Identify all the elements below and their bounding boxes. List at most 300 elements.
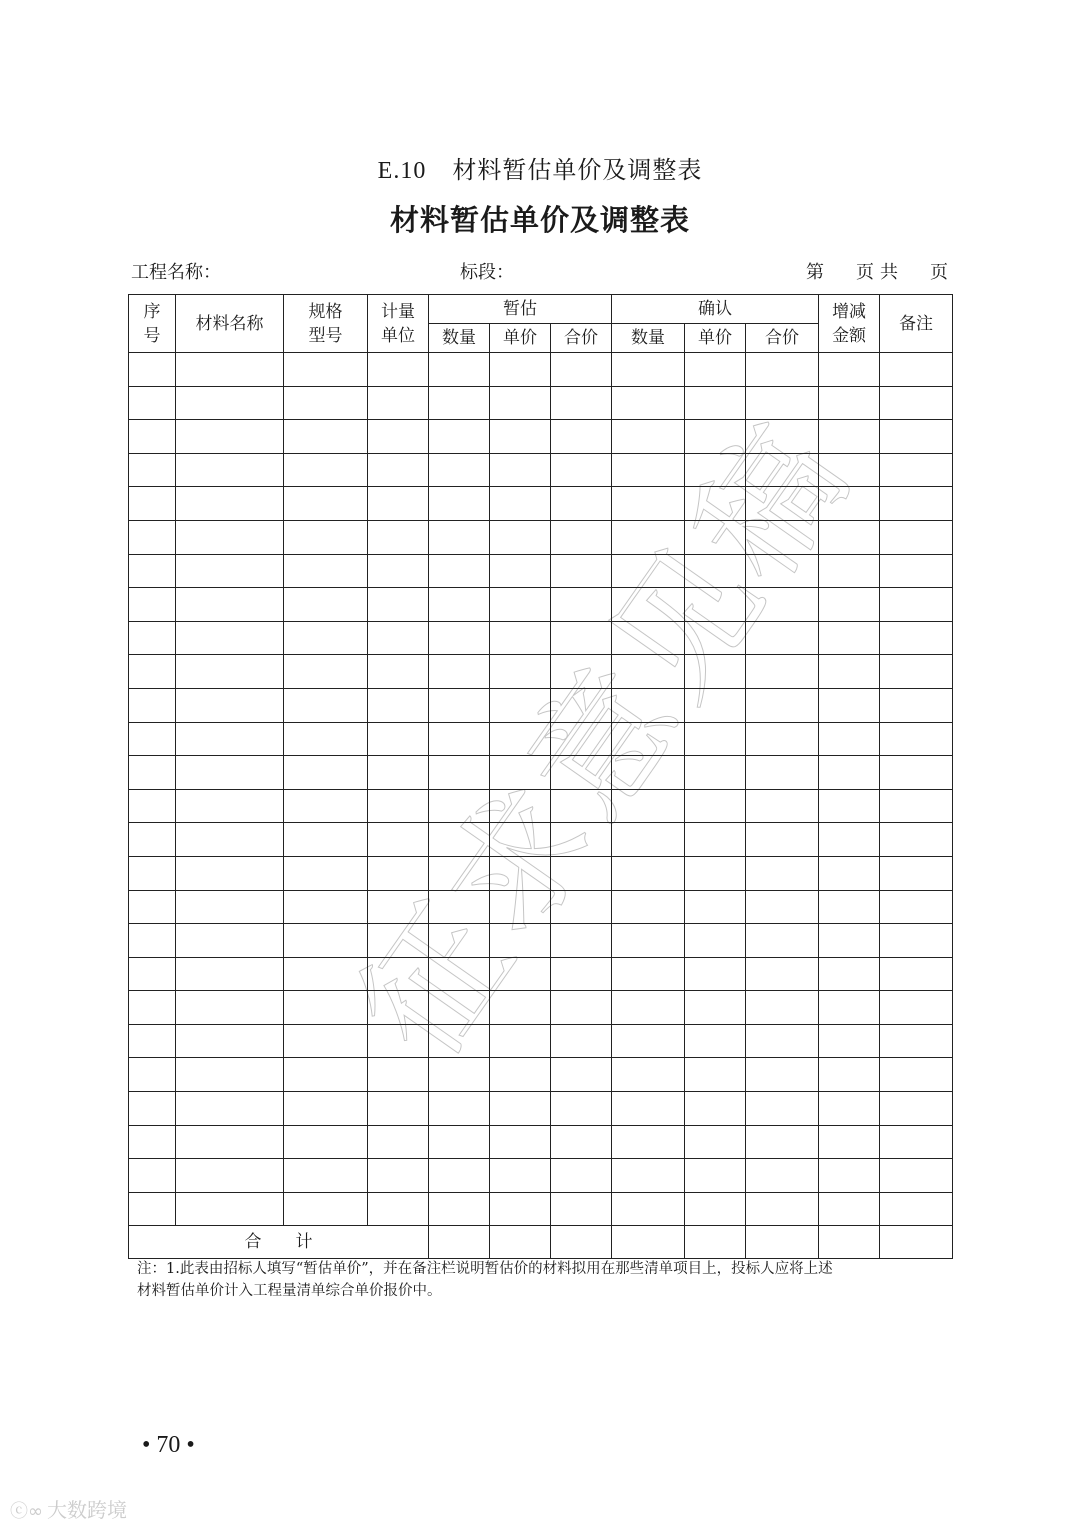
table-cell <box>284 655 368 689</box>
table-cell <box>368 890 429 924</box>
table-cell <box>129 1058 176 1092</box>
table-cell <box>551 890 612 924</box>
table-cell <box>129 554 176 588</box>
table-row <box>129 890 953 924</box>
table-cell <box>129 487 176 521</box>
table-row <box>129 520 953 554</box>
table-cell <box>746 991 819 1025</box>
table-cell <box>368 1024 429 1058</box>
table-cell <box>490 991 551 1025</box>
table-row <box>129 1092 953 1126</box>
table-cell <box>490 1125 551 1159</box>
table-cell <box>129 991 176 1025</box>
table-cell <box>746 1092 819 1126</box>
table-cell <box>368 924 429 958</box>
table-cell <box>176 756 284 790</box>
table-cell <box>551 1024 612 1058</box>
page-number: • 70 • <box>142 1432 195 1458</box>
table-cell <box>746 1125 819 1159</box>
table-cell <box>176 1024 284 1058</box>
table-cell <box>551 789 612 823</box>
table-cell <box>429 924 490 958</box>
table-cell <box>551 453 612 487</box>
table-cell <box>819 621 880 655</box>
page-ye-1: 页 <box>856 262 874 283</box>
table-cell <box>129 655 176 689</box>
table-cell <box>551 420 612 454</box>
table-cell <box>685 1024 746 1058</box>
table-cell <box>129 688 176 722</box>
table-row <box>129 1159 953 1193</box>
table-cell <box>129 453 176 487</box>
table-cell <box>819 1092 880 1126</box>
table-cell <box>129 353 176 387</box>
table-cell <box>819 420 880 454</box>
section-heading <box>0 150 1080 185</box>
table-cell <box>551 487 612 521</box>
table-cell <box>880 588 953 622</box>
table-cell <box>284 789 368 823</box>
table-cell <box>176 453 284 487</box>
table-cell <box>129 756 176 790</box>
table-cell <box>176 1092 284 1126</box>
table-cell <box>612 487 685 521</box>
table-cell <box>490 1192 551 1226</box>
table-cell <box>819 1024 880 1058</box>
table-cell <box>819 1125 880 1159</box>
table-row <box>129 386 953 420</box>
table-cell <box>368 856 429 890</box>
table-cell <box>368 1058 429 1092</box>
table-row <box>129 453 953 487</box>
table-cell <box>429 856 490 890</box>
table-cell <box>819 1159 880 1193</box>
table-cell <box>429 1192 490 1226</box>
table-cell <box>612 1024 685 1058</box>
table-cell <box>284 756 368 790</box>
table-cell <box>685 588 746 622</box>
table-cell <box>880 924 953 958</box>
table-cell <box>819 554 880 588</box>
table-cell <box>490 588 551 622</box>
table-cell <box>819 487 880 521</box>
table-cell <box>176 520 284 554</box>
section-title: 材料暂估单价及调整表 <box>452 156 703 184</box>
table-cell <box>551 991 612 1025</box>
table-cell <box>368 1159 429 1193</box>
table-cell <box>490 520 551 554</box>
table-cell <box>176 487 284 521</box>
table-cell <box>685 890 746 924</box>
total-row <box>129 1226 953 1259</box>
table-cell <box>880 487 953 521</box>
table-cell <box>429 1125 490 1159</box>
table-cell <box>129 1125 176 1159</box>
table-cell <box>368 621 429 655</box>
table-cell <box>490 823 551 857</box>
table-cell <box>490 856 551 890</box>
table-cell <box>880 520 953 554</box>
table-cell <box>880 991 953 1025</box>
table-cell <box>551 756 612 790</box>
table-cell <box>284 924 368 958</box>
table-cell <box>129 856 176 890</box>
table-cell <box>551 520 612 554</box>
table-cell <box>284 856 368 890</box>
table-row <box>129 487 953 521</box>
header-est-unit-price: 单价 <box>490 324 551 353</box>
table-cell <box>685 688 746 722</box>
table-cell <box>129 924 176 958</box>
table-cell <box>612 722 685 756</box>
table-cell <box>129 520 176 554</box>
table-cell <box>685 1226 746 1259</box>
table-cell <box>176 1192 284 1226</box>
table-cell <box>880 856 953 890</box>
table-cell <box>490 453 551 487</box>
table-cell <box>176 823 284 857</box>
table-cell <box>746 957 819 991</box>
table-row <box>129 1125 953 1159</box>
table-row <box>129 756 953 790</box>
table-cell <box>685 1092 746 1126</box>
table-cell <box>685 722 746 756</box>
table-cell <box>368 554 429 588</box>
table-cell <box>746 1159 819 1193</box>
table-cell <box>176 991 284 1025</box>
table-cell <box>284 688 368 722</box>
page-count-label <box>806 258 948 284</box>
table-cell <box>490 722 551 756</box>
table-cell <box>368 386 429 420</box>
table-row <box>129 1192 953 1226</box>
project-name-label: 工程名称： <box>131 262 221 283</box>
section-label: 标段： <box>460 262 514 283</box>
table-title: 材料暂估单价及调整表 <box>389 203 690 237</box>
table-row <box>129 1024 953 1058</box>
table-cell <box>819 789 880 823</box>
table-cell <box>368 655 429 689</box>
header-unit: 计量 单位 <box>368 295 429 353</box>
table-body <box>129 353 953 1259</box>
table-cell <box>746 688 819 722</box>
table-cell <box>176 420 284 454</box>
table-cell <box>490 924 551 958</box>
table-cell <box>176 353 284 387</box>
table-cell <box>612 621 685 655</box>
table-cell <box>284 823 368 857</box>
table-row <box>129 789 953 823</box>
table-cell <box>176 924 284 958</box>
table-cell <box>819 688 880 722</box>
table-cell <box>551 722 612 756</box>
table-row <box>129 957 953 991</box>
header-est-total-price: 合价 <box>551 324 612 353</box>
table-cell <box>685 487 746 521</box>
header-diff-amount: 增减 金额 <box>819 295 880 353</box>
table-cell <box>129 1024 176 1058</box>
table-cell <box>284 420 368 454</box>
table-cell <box>284 386 368 420</box>
table-cell <box>429 1159 490 1193</box>
table-cell <box>880 756 953 790</box>
table-cell <box>685 823 746 857</box>
table-cell <box>551 353 612 387</box>
table-cell <box>612 1125 685 1159</box>
table-cell <box>429 588 490 622</box>
table-cell <box>490 756 551 790</box>
table-cell <box>429 386 490 420</box>
table-cell <box>746 420 819 454</box>
table-cell <box>368 453 429 487</box>
note-line-1: 注：1.此表由招标人填写“暂估单价”，并在备注栏说明暂估价的材料拟用在那些清单项目上，投标人应将上述 <box>137 1261 833 1277</box>
table-cell <box>551 1125 612 1159</box>
table-cell <box>284 722 368 756</box>
table-cell <box>746 588 819 622</box>
table-cell <box>284 957 368 991</box>
table-cell <box>368 588 429 622</box>
section-number: E.10 <box>377 158 427 184</box>
table-cell <box>880 957 953 991</box>
table-cell <box>368 991 429 1025</box>
table-cell <box>746 823 819 857</box>
table-cell <box>819 756 880 790</box>
table-cell <box>685 1192 746 1226</box>
table-cell <box>490 420 551 454</box>
table-cell <box>176 688 284 722</box>
table-row <box>129 353 953 387</box>
table-cell <box>746 756 819 790</box>
table-cell <box>129 823 176 857</box>
table-note <box>137 1258 957 1302</box>
table-cell <box>490 386 551 420</box>
table-cell <box>880 621 953 655</box>
table-cell <box>368 1092 429 1126</box>
table-cell <box>129 588 176 622</box>
table-row <box>129 823 953 857</box>
table-cell <box>612 789 685 823</box>
table-cell <box>490 621 551 655</box>
table-cell <box>819 823 880 857</box>
table-cell <box>490 1092 551 1126</box>
table-cell <box>880 1058 953 1092</box>
table-cell <box>429 554 490 588</box>
table-cell <box>819 957 880 991</box>
table-cell <box>819 588 880 622</box>
table-cell <box>429 1024 490 1058</box>
table-cell <box>551 1192 612 1226</box>
table-cell <box>819 991 880 1025</box>
table-cell <box>819 856 880 890</box>
table-row <box>129 621 953 655</box>
table-cell <box>612 856 685 890</box>
table-cell <box>429 655 490 689</box>
table-row <box>129 991 953 1025</box>
table-cell <box>685 621 746 655</box>
table-cell <box>284 487 368 521</box>
table-cell <box>819 722 880 756</box>
table-cell <box>176 722 284 756</box>
table-cell <box>746 353 819 387</box>
table-cell <box>429 420 490 454</box>
table-cell <box>880 655 953 689</box>
table-cell <box>284 890 368 924</box>
table-cell <box>368 722 429 756</box>
table-cell <box>284 621 368 655</box>
table-cell <box>612 756 685 790</box>
table-cell <box>490 554 551 588</box>
table-cell <box>490 789 551 823</box>
table-cell <box>551 621 612 655</box>
table-row <box>129 924 953 958</box>
table-cell <box>880 1125 953 1159</box>
draft-watermark: 征求意见稿 <box>329 394 882 1087</box>
table-cell <box>612 420 685 454</box>
table-cell <box>819 453 880 487</box>
table-cell <box>612 353 685 387</box>
table-cell <box>176 588 284 622</box>
table-cell <box>429 957 490 991</box>
table-cell <box>551 823 612 857</box>
table-cell <box>429 722 490 756</box>
table-cell <box>429 756 490 790</box>
table-cell <box>819 655 880 689</box>
table-cell <box>746 1226 819 1259</box>
header-conf-qty: 数量 <box>612 324 685 353</box>
table-cell <box>551 856 612 890</box>
table-cell <box>490 1226 551 1259</box>
table-cell <box>685 420 746 454</box>
table-row <box>129 1058 953 1092</box>
table-cell <box>685 353 746 387</box>
table-cell <box>429 353 490 387</box>
table-row <box>129 722 953 756</box>
table-cell <box>819 353 880 387</box>
page-di: 第 <box>806 262 824 283</box>
table-cell <box>490 1024 551 1058</box>
table-cell <box>129 1192 176 1226</box>
table-cell <box>368 487 429 521</box>
table-cell <box>368 688 429 722</box>
table-cell <box>551 1226 612 1259</box>
table-cell <box>368 789 429 823</box>
table-cell <box>176 957 284 991</box>
table-cell <box>819 1226 880 1259</box>
material-estimate-table <box>128 294 953 1259</box>
table-cell <box>368 420 429 454</box>
table-cell <box>746 386 819 420</box>
table-cell <box>685 756 746 790</box>
table-cell <box>612 588 685 622</box>
table-cell <box>880 1226 953 1259</box>
table-cell <box>746 655 819 689</box>
table-cell <box>880 554 953 588</box>
page-ye-2: 页 <box>930 262 948 283</box>
table-cell <box>429 453 490 487</box>
header-material-name: 材料名称 <box>176 295 284 353</box>
table-cell <box>746 520 819 554</box>
table-cell <box>685 957 746 991</box>
header-conf-unit-price: 单价 <box>685 324 746 353</box>
table-cell <box>429 1058 490 1092</box>
table-cell <box>284 1058 368 1092</box>
table-cell <box>685 991 746 1025</box>
table-cell <box>880 1024 953 1058</box>
table-cell <box>176 1125 284 1159</box>
table-cell <box>612 453 685 487</box>
table-cell <box>368 957 429 991</box>
table-cell <box>746 1192 819 1226</box>
table-cell <box>490 1159 551 1193</box>
table-cell <box>176 890 284 924</box>
table-cell <box>429 520 490 554</box>
table-cell <box>746 890 819 924</box>
table-cell <box>880 353 953 387</box>
table-cell <box>551 655 612 689</box>
table-cell <box>612 554 685 588</box>
table-cell <box>176 789 284 823</box>
table-cell <box>612 957 685 991</box>
logo-icon: ⓒ∞ <box>10 1501 43 1522</box>
table-cell <box>284 453 368 487</box>
table-cell <box>612 688 685 722</box>
table-cell <box>880 688 953 722</box>
table-cell <box>176 1159 284 1193</box>
table-cell <box>176 386 284 420</box>
table-cell <box>429 621 490 655</box>
table-cell <box>746 487 819 521</box>
table-cell <box>612 1159 685 1193</box>
table-cell <box>551 554 612 588</box>
table-cell <box>284 1125 368 1159</box>
table-cell <box>551 1058 612 1092</box>
table-cell <box>490 487 551 521</box>
table-cell <box>880 386 953 420</box>
table-cell <box>429 487 490 521</box>
table-cell <box>129 789 176 823</box>
table-cell <box>429 688 490 722</box>
table-cell <box>685 655 746 689</box>
table-cell <box>429 991 490 1025</box>
table-cell <box>746 1024 819 1058</box>
table-row <box>129 688 953 722</box>
table-cell <box>284 353 368 387</box>
table-cell <box>685 789 746 823</box>
table-cell <box>284 588 368 622</box>
table-cell <box>819 1058 880 1092</box>
note-line-2: 材料暂估单价计入工程量清单综合单价报价中。 <box>137 1283 442 1299</box>
table-cell <box>490 655 551 689</box>
table-cell <box>746 1058 819 1092</box>
table-cell <box>551 588 612 622</box>
table-cell <box>368 756 429 790</box>
source-logo <box>10 1494 127 1523</box>
table-cell <box>880 1192 953 1226</box>
table-cell <box>551 688 612 722</box>
table-cell <box>612 1092 685 1126</box>
table-cell <box>551 386 612 420</box>
table-cell <box>880 823 953 857</box>
table-cell <box>129 386 176 420</box>
table-cell <box>612 991 685 1025</box>
table-cell <box>746 722 819 756</box>
table-cell <box>880 453 953 487</box>
table-cell <box>685 1159 746 1193</box>
table-cell <box>612 655 685 689</box>
table-cell <box>490 688 551 722</box>
table-cell <box>129 890 176 924</box>
table-cell <box>612 386 685 420</box>
